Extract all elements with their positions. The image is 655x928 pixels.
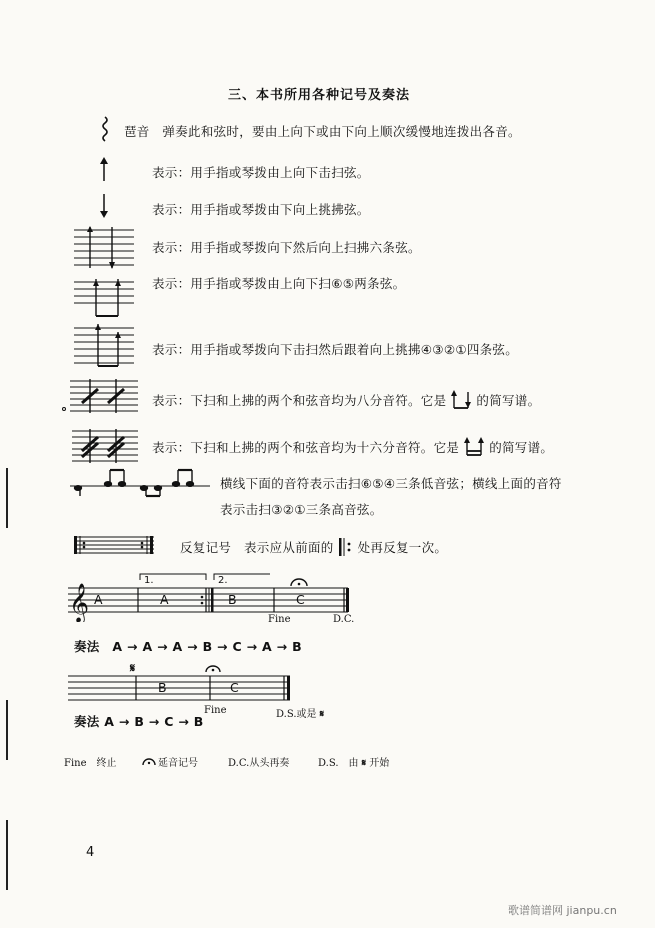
repeat-start-icon	[338, 538, 354, 556]
sixteenth-pair-icon	[463, 437, 485, 457]
staff-1	[66, 570, 350, 622]
svg-text:𝄞: 𝄞	[69, 583, 90, 622]
repeat-desc-post: 处再反复一次。	[357, 540, 448, 555]
sixteenth-desc-pre: 表示：下扫和上拂的两个和弦音均为十六分音符。它是	[152, 440, 460, 455]
low-high-desc-line1: 横线下面的音符表示击扫⑥⑤④三条低音弦；横线上面的音符	[220, 476, 562, 491]
repeat-staff-icon	[74, 534, 154, 556]
binding-mark	[6, 820, 8, 890]
arpeggio-label: 琶音	[124, 124, 150, 139]
svg-text:𝄋: 𝄋	[130, 661, 136, 675]
eighth-desc-row	[152, 390, 540, 410]
play2-sequence: A → B → C → B	[104, 714, 204, 729]
tab-staff-icon	[72, 224, 136, 320]
staff-2	[66, 660, 292, 704]
staff1-dc: D.C.	[333, 614, 355, 625]
volta-1-label: 1.	[144, 575, 154, 586]
staff-eighth-icon	[60, 377, 140, 417]
arpeggio-row	[124, 122, 521, 140]
low-high-desc-line2: 表示击扫③②①三条高音弦。	[220, 502, 383, 517]
legend-fermata-row	[142, 754, 198, 769]
staff1-measure-c: C	[296, 592, 306, 607]
arrow-down-desc: 表示：用手指或琴拨由下向上挑拂弦。	[152, 202, 370, 217]
arpeggio-icon	[98, 116, 112, 142]
eighth-pair-icon	[450, 390, 472, 410]
staff1-measure-a2: A	[160, 592, 169, 607]
legend-fine: Fine 终止	[64, 758, 117, 769]
binding-mark	[6, 700, 8, 760]
binding-mark	[6, 468, 8, 528]
staff1-measure-a1: A	[94, 592, 103, 607]
arrow-down-icon	[98, 193, 110, 219]
arrow-up-icon	[98, 156, 110, 182]
arpeggio-text: 弹奏此和弦时，要由上向下或由下向上顺次缓慢地连拨出各音。	[162, 124, 521, 139]
staff2-measure-c: C	[230, 680, 240, 695]
rhythm-notes-icon	[66, 464, 212, 498]
four-strings-desc: 表示：用手指或琴拨向下击扫然后跟着向上挑拂④③②①四条弦。	[152, 342, 519, 357]
play2-row	[74, 712, 204, 730]
play1-row	[74, 637, 302, 655]
two-strings-desc: 表示：用手指或琴拨由上向下扫⑥⑤两条弦。	[152, 276, 406, 291]
page-number: 4	[86, 845, 95, 860]
repeat-desc-pre: 反复记号 表示应从前面的	[180, 540, 334, 555]
legend-ds-pre: D.S. 由	[318, 758, 359, 769]
eighth-desc-post: 的简写谱。	[476, 393, 541, 408]
staff2-ds-row	[276, 705, 324, 720]
eighth-desc-pre: 表示：下扫和上拂的两个和弦音均为八分音符。它是	[152, 393, 447, 408]
sixteenth-desc-post: 的简写谱。	[489, 440, 554, 455]
staff1-fine: Fine	[268, 614, 291, 625]
segno-icon: 𝄋	[319, 709, 325, 720]
play1-sequence: A → A → A → B → C → A → B	[112, 639, 302, 654]
legend-dc: D.C.从头再奏	[228, 758, 290, 769]
staff2-fine: Fine	[204, 705, 227, 716]
staff-sixteenth-icon	[70, 427, 140, 467]
staff1-measure-b: B	[228, 592, 237, 607]
play2-label: 奏法	[74, 714, 100, 729]
staff2-ds: D.S.或是	[276, 709, 317, 720]
legend-ds-row	[318, 754, 389, 769]
tab-staff-four-strings-icon	[72, 322, 136, 370]
six-strings-desc: 表示：用手指或琴拨向下然后向上扫拂六条弦。	[152, 240, 421, 255]
staff2-measure-b: B	[158, 680, 167, 695]
play1-label: 奏法	[74, 639, 100, 654]
legend-ds-post: 开始	[369, 758, 390, 769]
arrow-up-desc: 表示：用手指或琴拨由上向下击扫弦。	[152, 165, 370, 180]
segno-icon: 𝄋	[361, 758, 367, 769]
watermark: 歌谱简谱网 jianpu.cn	[508, 904, 617, 917]
section-title: 三、本书所用各种记号及奏法	[228, 88, 411, 103]
volta-2-label: 2.	[218, 575, 228, 586]
repeat-desc-row	[180, 538, 447, 556]
legend-fermata: 延音记号	[158, 758, 198, 769]
fermata-icon	[142, 756, 156, 766]
sixteenth-desc-row	[152, 437, 553, 457]
